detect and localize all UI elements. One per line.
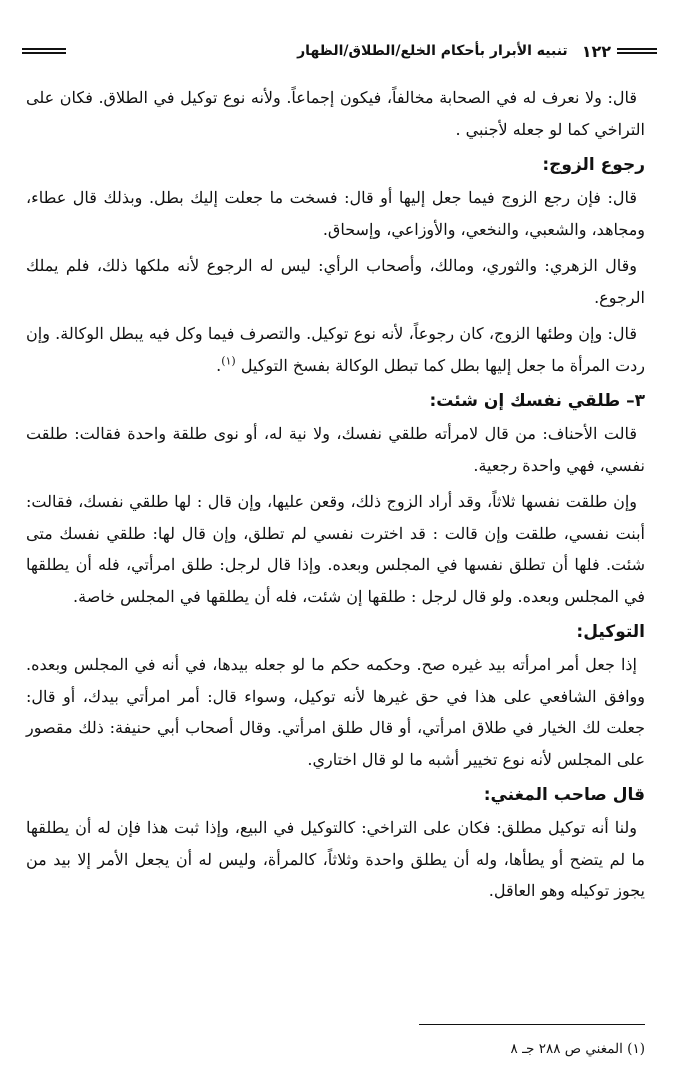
footnote-divider (419, 1024, 645, 1025)
paragraph-2: قال: فإن رجع الزوج فيما جعل إليها أو قال: فسخت ما جعلت إليك بطل. وبذلك قال عطاء، ومجاهد، والشعبي، والنخعي، والأوزاعي، وإسحاق. (26, 188, 645, 239)
paragraph-3: وقال الزهري: والثوري، ومالك، وأصحاب الرأي: ليس له الرجوع لأنه ملكها ذلك، فلم يملك الرجوع. (26, 256, 645, 307)
heading-al-mughni: قال صاحب المغني: (483, 785, 645, 805)
heading-divorce-yourself: ٣– طلقي نفسك إن شئت: (429, 391, 645, 411)
paragraph-4-text: قال: وإن وطئها الزوج، كان رجوعاً، لأنه نوع توكيل. والتصرف فيما وكل فيه يبطل الوكالة. وإن ردت المرأة ما جعل إليها بطل كما تبطل الوكالة بفسخ التوكيل (26, 324, 645, 375)
page-body (26, 82, 645, 912)
header-rule-right (617, 48, 657, 54)
paragraph-1: قال: ولا نعرف له في الصحابة مخالفاً، فيكون إجماعاً. ولأنه نوع توكيل في الطلاق. فكان على التراخي كما لو جعله لأجنبي . (26, 88, 645, 139)
paragraph-4: قال: وإن وطئها الزوج، كان رجوعاً، لأنه نوع توكيل. والتصرف فيما وكل فيه يبطل الوكالة. وإن ردت المرأة ما جعل إليها بطل كما تبطل الوكالة بفسخ التوكيل $^{(١)}$. (26, 324, 645, 375)
page-number: ١٢٢ (581, 41, 611, 61)
paragraph-8: ولنا أنه توكيل مطلق: فكان على التراخي: كالتوكيل في البيع، وإذا ثبت هذا فإن له أن يطلقها ما لم يتضح أو يطأها، وله أن يطلق واحدة وثلاثاً، كالمرأة، وليس له أن يجعل الأمر إلا بيد من يجوز توكيله وهو العاقل. (26, 818, 645, 900)
page-header (22, 34, 657, 68)
footnote: (١) المغني ص ٢٨٨ جـ ٨ (510, 1041, 645, 1057)
running-title: تنبيه الأبرار بأحكام الخلع/الطلاق/الظهار (297, 43, 568, 59)
paragraph-7: إذا جعل أمر امرأته بيد غيره صح. وحكمه حكم ما لو جعله بيدها، في أنه في المجلس وبعده. ووافق الشافعي على هذا في حق غيرها لأنه توكيل، وسواء قال: أمر امرأتي بيدك، أو قال: جعلت لك الخيار في طلاق امرأتي، أو قال طلق امرأتي. وقال أصحاب أبي حنيفة: ذلك مقصور على المجلس لأنه نوع تخيير أشبه ما لو قال اختاري. (26, 655, 645, 769)
paragraph-6: وإن طلقت نفسها ثلاثاً، وقد أراد الزوج ذلك، وقعن عليها، وإن قال : لها طلقي نفسك، فقالت: أبنت نفسي، طلقت وإن قالت : قد اخترت نفسي لم تطلق، وإن قال لها: طلقي نفسك متى شئت. فلها أن تطلق نفسها في المجلس وبعده. وإذا قال لرجل: طلق امرأتي، فله أن يطلقها في المجلس وبعده. ولو قال لرجل : طلقها إن شئت، فله أن يطلقها في المجلس خاصة. (26, 492, 645, 606)
heading-delegation: التوكيل: (576, 622, 645, 642)
paragraph-5: قالت الأحناف: من قال لامرأته طلقي نفسك، ولا نية له، أو نوى طلقة واحدة فقالت: طلقت نفسي، فهي واحدة رجعية. (26, 424, 645, 475)
footnote-marker: (١) (221, 354, 236, 368)
header-rule-left (22, 48, 66, 54)
heading-husband-return: رجوع الزوج: (542, 155, 645, 175)
